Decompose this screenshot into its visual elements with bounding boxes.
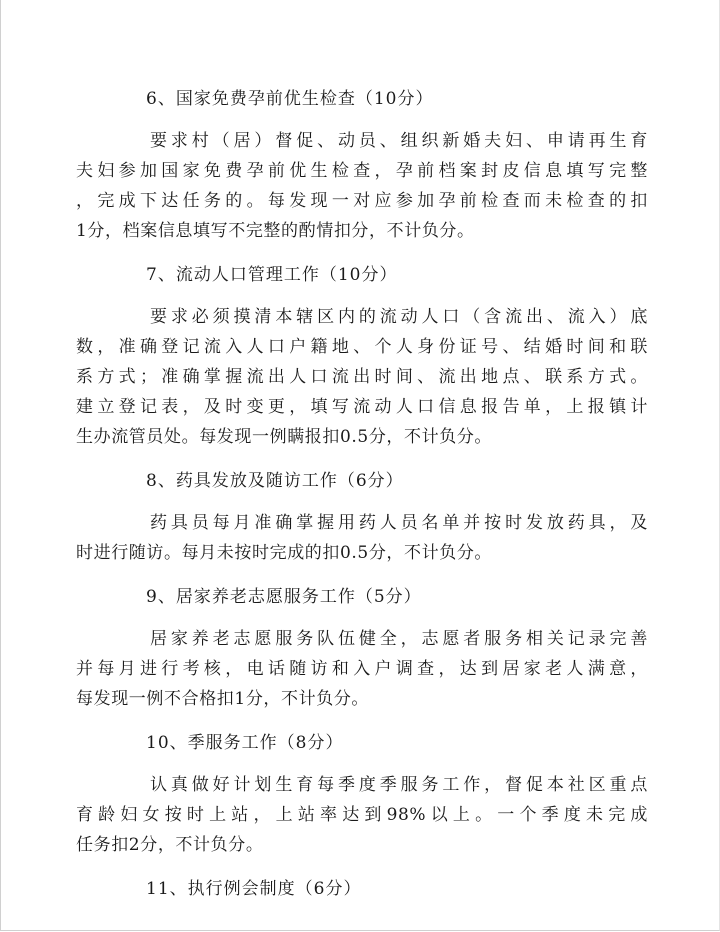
paragraph-line: 任务扣2分，不计负分。	[76, 835, 264, 855]
section-paragraph-8	[76, 508, 648, 568]
paragraph-line: 要求必须摸清本辖区内的流动人口（含流出、流入）底	[150, 307, 648, 327]
paragraph-line: 并每月进行考核，电话随访和入户调查，达到居家老人满意，	[76, 659, 648, 679]
document-body	[76, 84, 648, 904]
section-heading-10: 10、季服务工作（8分）	[146, 733, 344, 753]
section-paragraph-6	[76, 126, 648, 246]
paragraph-line: 要求村（居）督促、动员、组织新婚夫妇、申请再生育	[150, 131, 648, 151]
paragraph-line: 时进行随访。每月未按时完成的扣0.5分，不计负分。	[76, 543, 493, 563]
paragraph-line: 每发现一例不合格扣1分，不计负分。	[76, 689, 370, 709]
paragraph-line: 药具员每月准确掌握用药人员名单并按时发放药具，及	[150, 513, 648, 533]
section-paragraph-9	[76, 624, 648, 714]
paragraph-line: ，完成下达任务的。每发现一对应参加孕前检查而未检查的扣	[76, 191, 648, 211]
section-heading-7: 7、流动人口管理工作（10分）	[146, 265, 398, 285]
paragraph-line: 建立登记表，及时变更，填写流动人口信息报告单，上报镇计	[76, 397, 648, 417]
section-paragraph-7	[76, 302, 648, 452]
paragraph-line: 生办流管员处。每发现一例瞒报扣0.5分，不计负分。	[76, 427, 493, 447]
section-heading-9: 9、居家养老志愿服务工作（5分）	[146, 587, 422, 607]
paragraph-line: 数，准确登记流入人口户籍地、个人身份证号、结婚时间和联	[76, 337, 648, 357]
section-heading-6: 6、国家免费孕前优生检查（10分）	[146, 89, 434, 109]
paragraph-line: 夫妇参加国家免费孕前优生检查，孕前档案封皮信息填写完整	[76, 161, 648, 181]
paragraph-line: 1分，档案信息填写不完整的酌情扣分，不计负分。	[76, 221, 475, 241]
paragraph-line: 育龄妇女按时上站，上站率达到98%以上。一个季度未完成	[76, 805, 648, 825]
paragraph-line: 居家养老志愿服务队伍健全，志愿者服务相关记录完善	[150, 629, 648, 649]
section-paragraph-10	[76, 770, 648, 860]
paragraph-line: 系方式；准确掌握流出人口流出时间、流出地点、联系方式。	[76, 367, 648, 387]
section-heading-11: 11、执行例会制度（6分）	[146, 879, 362, 899]
paragraph-line: 认真做好计划生育每季度季服务工作，督促本社区重点	[150, 775, 648, 795]
section-heading-8: 8、药具发放及随访工作（6分）	[146, 471, 404, 491]
